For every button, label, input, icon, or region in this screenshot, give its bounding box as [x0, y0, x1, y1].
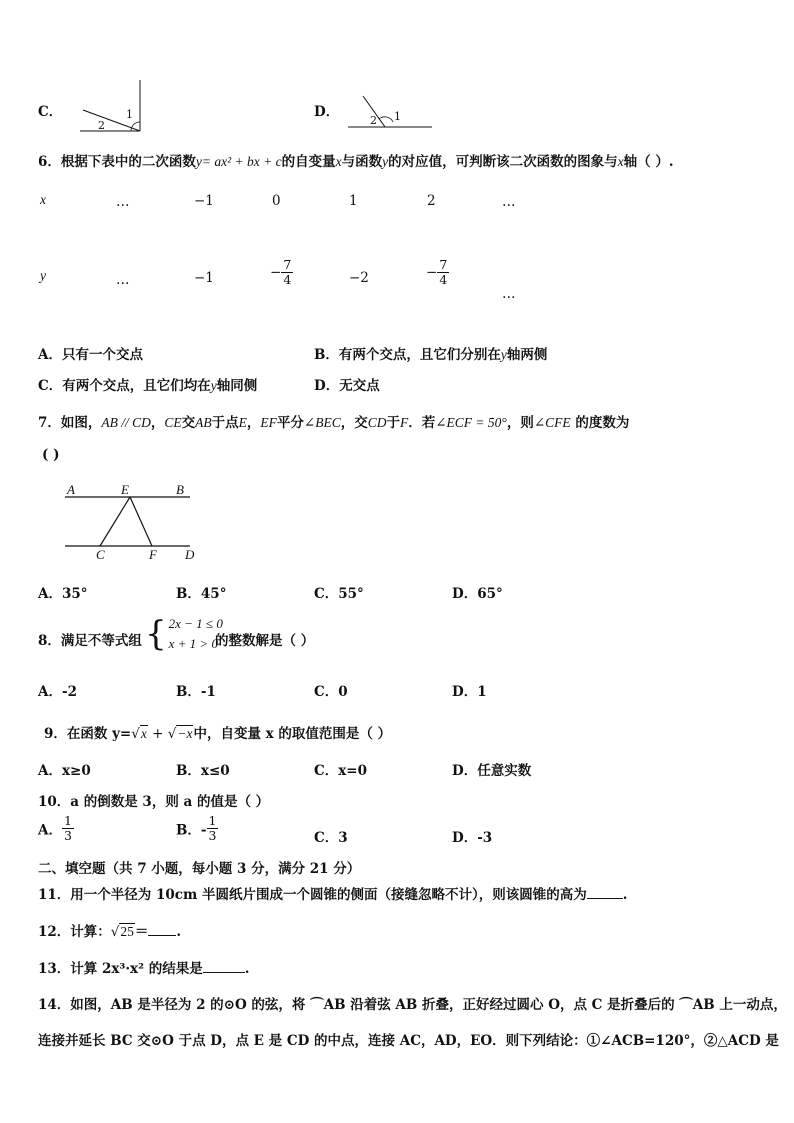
- q6-table-y-cell: −1: [194, 270, 214, 286]
- q7-option-a[interactable]: A．35°: [38, 586, 88, 602]
- q6-table-y-cell-fraction: − $\frac{7}{4}$: [426, 257, 448, 287]
- q14-stem-line2: 连接并延长 BC 交⊙O 于点 D，点 E 是 CD 的中点，连接 AC，AD，EO．则下列结论：①∠ACB=120°，②△ACD 是: [38, 1033, 779, 1049]
- q6-table-y-cell: …: [502, 286, 516, 302]
- q8-stem-suffix: 的整数解是（ ）: [215, 633, 315, 649]
- q7-option-d[interactable]: D．65°: [452, 586, 503, 602]
- q6-option-c[interactable]: C．有两个交点，且它们均在y轴同侧: [38, 378, 258, 394]
- q12-stem: 12．计算：√25＝ .: [38, 924, 182, 940]
- q9-option-c[interactable]: C．x=0: [314, 763, 367, 779]
- q11-stem: 11．用一个半径为 10cm 半圆纸片围成一个圆锥的侧面（接缝忽略不计），则该圆锥的高为 .: [38, 887, 628, 903]
- q5-d-angle-1: 1: [394, 110, 401, 123]
- q8-option-d[interactable]: D．1: [452, 684, 487, 700]
- q6-option-b[interactable]: B．有两个交点，且它们分别在y轴两侧: [314, 347, 548, 363]
- q5-option-d-figure: [345, 92, 435, 132]
- q7-label-c: C: [96, 547, 105, 562]
- q6-table-x-cell: 2: [427, 193, 436, 209]
- q5-d-angle-2: 2: [370, 114, 377, 127]
- q6-table-y-cell: −2: [349, 270, 369, 286]
- q5-option-c-label: C．: [38, 104, 63, 120]
- q7-option-c[interactable]: C．55°: [314, 586, 364, 602]
- q12-blank[interactable]: [148, 935, 176, 936]
- q10-option-a[interactable]: A． $\frac{1}{3}$: [38, 813, 72, 843]
- q10-option-d[interactable]: D．-3: [452, 830, 493, 846]
- q5-c-angle-2: 2: [98, 119, 105, 132]
- q5-option-c-figure: [75, 78, 147, 134]
- q8-stem-prefix: 8．满足不等式组: [38, 633, 142, 649]
- q9-option-a[interactable]: A．x≥0: [38, 763, 91, 779]
- q6-table-y-label: y: [40, 268, 46, 283]
- q5-c-angle-1: 1: [126, 108, 133, 121]
- q6-stem: 6．根据下表中的二次函数y= ax² + bx + c的自变量x与函数y的对应值，可判断该二次函数的图象与x轴（ ）.: [38, 154, 674, 170]
- q6-table-x-label: x: [40, 192, 46, 207]
- q10-option-b[interactable]: B．- $\frac{1}{3}$: [176, 813, 217, 843]
- q8-brace: {: [145, 614, 167, 654]
- q8-option-c[interactable]: C．0: [314, 684, 348, 700]
- q13-stem: 13．计算 2x³·x² 的结果是 .: [38, 961, 250, 977]
- q7-label-b: B: [176, 482, 184, 497]
- q9-stem: 9．在函数 y=√x + √−x中，自变量 x 的取值范围是（ ）: [44, 726, 392, 742]
- q7-option-b[interactable]: B．45°: [176, 586, 227, 602]
- q13-blank[interactable]: [203, 972, 245, 973]
- q8-option-b[interactable]: B．-1: [176, 684, 216, 700]
- q6-table-x-cell: 1: [349, 193, 358, 209]
- q7-label-a: A: [67, 482, 75, 497]
- q7-answer-paren: ( ): [42, 447, 60, 463]
- q9-option-d[interactable]: D．任意实数: [452, 763, 532, 779]
- q8-option-a[interactable]: A．-2: [38, 684, 77, 700]
- q7-stem: 7．如图，AB // CD，CE交AB于点E，EF平分∠BEC，交CD于F．若∠ECF = 50°，则∠CFE 的度数为: [38, 415, 630, 431]
- q7-label-f: F: [149, 547, 157, 562]
- q6-table-y-cell-fraction: − $\frac{7}{4}$: [270, 257, 292, 287]
- q6-table-y-cell: …: [116, 272, 130, 288]
- q6-table-x-cell: 0: [272, 193, 281, 209]
- q7-label-e: E: [121, 482, 129, 497]
- q9-option-b[interactable]: B．x≤0: [176, 763, 230, 779]
- q6-option-a[interactable]: A．只有一个交点: [38, 347, 143, 363]
- q7-label-d: D: [185, 547, 195, 562]
- q11-blank[interactable]: [587, 898, 623, 899]
- q8-inequality-2: x + 1 > 0: [168, 636, 218, 651]
- q14-stem-line1: 14．如图，AB 是半径为 2 的⊙O 的弦，将 ⌒AB 沿着弦 AB 折叠，正好经过圆心 O，点 C 是折叠后的 ⌒AB 上一动点，: [38, 997, 787, 1013]
- q8-inequality-system: [145, 614, 223, 654]
- q6-table-x-cell: …: [502, 194, 516, 210]
- q10-stem: 10．a 的倒数是 3，则 a 的值是（ ）: [38, 794, 270, 810]
- q6-table-x-cell: …: [116, 194, 130, 210]
- q6-option-d[interactable]: D．无交点: [314, 378, 380, 394]
- q6-table-x-cell: −1: [194, 193, 214, 209]
- q5-option-d-label: D．: [314, 104, 340, 120]
- q8-inequality-1: 2x − 1 ≤ 0: [168, 616, 223, 631]
- q10-option-c[interactable]: C．3: [314, 830, 348, 846]
- section-heading-fill-in: 二、填空题（共 7 小题，每小题 3 分，满分 21 分）: [38, 861, 361, 877]
